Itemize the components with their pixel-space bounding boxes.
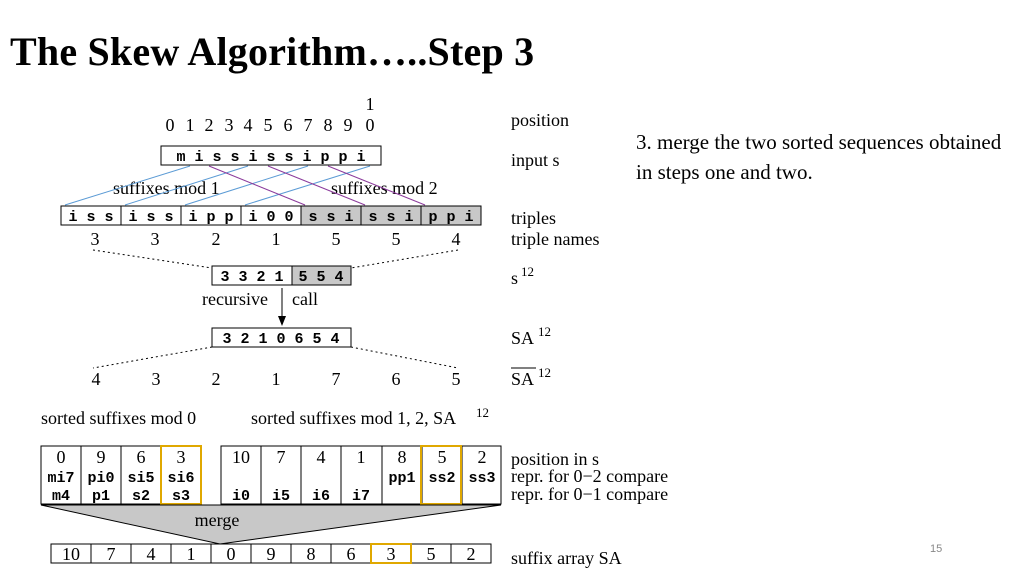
mod0-position: 3 xyxy=(176,447,186,467)
mod0-repr01: s3 xyxy=(171,488,191,505)
mod0-position: 6 xyxy=(136,447,146,467)
mod12-repr02: pp1 xyxy=(388,470,416,487)
suffix-array-value: 2 xyxy=(466,544,476,564)
mod0-repr02: pi0 xyxy=(87,470,115,487)
dotted-guide xyxy=(93,250,212,268)
label-s12-sup: 12 xyxy=(521,264,534,279)
mod12-position: 10 xyxy=(232,447,250,467)
mod12-position: 8 xyxy=(397,447,407,467)
dotted-guide xyxy=(93,347,212,368)
sorted-mod12-label: sorted suffixes mod 1, 2, SA xyxy=(251,408,457,428)
label-triples: triples xyxy=(511,208,556,228)
triple-name: 3 xyxy=(150,229,160,249)
label-repr01: repr. for 0−1 compare xyxy=(511,484,669,504)
position-index: 1 xyxy=(185,115,195,135)
position-index: 6 xyxy=(283,115,293,135)
label-input-s: input s xyxy=(511,150,560,170)
sa12bar-value: 5 xyxy=(451,369,461,389)
s12-right: 5 5 4 xyxy=(298,269,344,286)
merge-funnel xyxy=(41,505,501,544)
label-position-in-s: position in s xyxy=(511,449,600,469)
position-index: 3 xyxy=(224,115,234,135)
sa12bar-value: 4 xyxy=(91,369,101,389)
mod12-position: 1 xyxy=(356,447,366,467)
triple-text: p p i xyxy=(428,209,474,226)
sorted-mod0-label: sorted suffixes mod 0 xyxy=(41,408,197,428)
sorted-mod12-sup: 12 xyxy=(476,405,489,420)
label-position: position xyxy=(511,110,570,130)
suffix-array-value: 4 xyxy=(146,544,156,564)
label-sa12bar-sup: 12 xyxy=(538,365,551,380)
suffix-array-value: 10 xyxy=(62,544,80,564)
suffix-array-value: 5 xyxy=(426,544,436,564)
sa12-values: 3 2 1 0 6 5 4 xyxy=(222,331,340,348)
triple-text: s s i xyxy=(308,209,354,226)
mod12-repr02: ss2 xyxy=(428,470,456,487)
mod0-repr02: si6 xyxy=(167,470,195,487)
sa12bar-value: 7 xyxy=(331,369,341,389)
recursive-arrowhead xyxy=(278,316,286,326)
call-label: call xyxy=(292,289,318,309)
mod12-position: 2 xyxy=(477,447,487,467)
mod0-repr01: m4 xyxy=(51,488,71,505)
position-index: 9 xyxy=(343,115,353,135)
position-index: 5 xyxy=(263,115,273,135)
recursive-label: recursive xyxy=(202,289,268,309)
mod0-repr02: mi7 xyxy=(47,470,75,487)
triple-name: 2 xyxy=(211,229,221,249)
dotted-guide xyxy=(351,250,458,268)
label-triple-names: triple names xyxy=(511,229,600,249)
mod12-position: 7 xyxy=(276,447,286,467)
suffix-array-value: 9 xyxy=(266,544,276,564)
label-sa12bar: SA xyxy=(511,369,535,389)
mod12-repr01: i7 xyxy=(351,488,371,505)
input-string: m i s s i s s i p p i xyxy=(176,149,366,166)
position-index: 4 xyxy=(243,115,253,135)
triple-name: 1 xyxy=(271,229,281,249)
label-sa12-sup: 12 xyxy=(538,324,551,339)
sa12bar-value: 1 xyxy=(271,369,281,389)
mod12-repr01: i5 xyxy=(271,488,291,505)
sa12bar-value: 6 xyxy=(391,369,401,389)
label-s12: s xyxy=(511,268,519,288)
suffix-array-value: 0 xyxy=(226,544,236,564)
mod12-position: 4 xyxy=(316,447,326,467)
position-index: 0 xyxy=(165,115,175,135)
position-index: 0 xyxy=(365,115,375,135)
page-number: 15 xyxy=(930,543,943,555)
suffix-array-value: 1 xyxy=(186,544,196,564)
triple-text: i 0 0 xyxy=(248,209,294,226)
triple-name: 3 xyxy=(90,229,100,249)
triple-name: 5 xyxy=(331,229,341,249)
mod12-position: 5 xyxy=(437,447,447,467)
label-sa12: SA xyxy=(511,328,535,348)
position-index: 7 xyxy=(303,115,313,135)
position-index: 1 xyxy=(365,94,375,114)
mod12-repr01: i6 xyxy=(311,488,331,505)
dotted-guide xyxy=(351,347,458,368)
triple-text: i s s xyxy=(68,209,114,226)
triple-text: i s s xyxy=(128,209,174,226)
slide-title: The Skew Algorithm…..Step 3 xyxy=(10,29,535,74)
position-index: 2 xyxy=(204,115,214,135)
merge-label: merge xyxy=(194,510,240,530)
suffixes-mod1-label: suffixes mod 1 xyxy=(113,178,220,198)
mod0-position: 9 xyxy=(96,447,106,467)
suffix-array-value: 7 xyxy=(106,544,116,564)
mod12-repr01: i0 xyxy=(231,488,251,505)
label-suffix-array: suffix array SA xyxy=(511,548,622,568)
mod0-position: 0 xyxy=(56,447,66,467)
suffix-array-value: 3 xyxy=(386,544,396,564)
mod0-repr01: s2 xyxy=(131,488,151,505)
triple-name: 5 xyxy=(391,229,401,249)
triple-name: 4 xyxy=(451,229,461,249)
sa12bar-value: 3 xyxy=(151,369,161,389)
label-repr02: repr. for 0−2 compare xyxy=(511,466,669,486)
suffix-array-value: 8 xyxy=(306,544,316,564)
mod0-repr01: p1 xyxy=(91,488,111,505)
position-index: 8 xyxy=(323,115,333,135)
sa12bar-value: 2 xyxy=(211,369,221,389)
triple-text: s s i xyxy=(368,209,414,226)
suffixes-mod2-label: suffixes mod 2 xyxy=(331,178,438,198)
mod0-repr02: si5 xyxy=(127,470,155,487)
step-description: 3. merge the two sorted sequences obtained in steps one and two. xyxy=(636,130,1002,184)
s12-left: 3 3 2 1 xyxy=(220,269,284,286)
triple-text: i p p xyxy=(188,209,234,226)
suffix-array-value: 6 xyxy=(346,544,356,564)
mod12-repr02: ss3 xyxy=(468,470,496,487)
